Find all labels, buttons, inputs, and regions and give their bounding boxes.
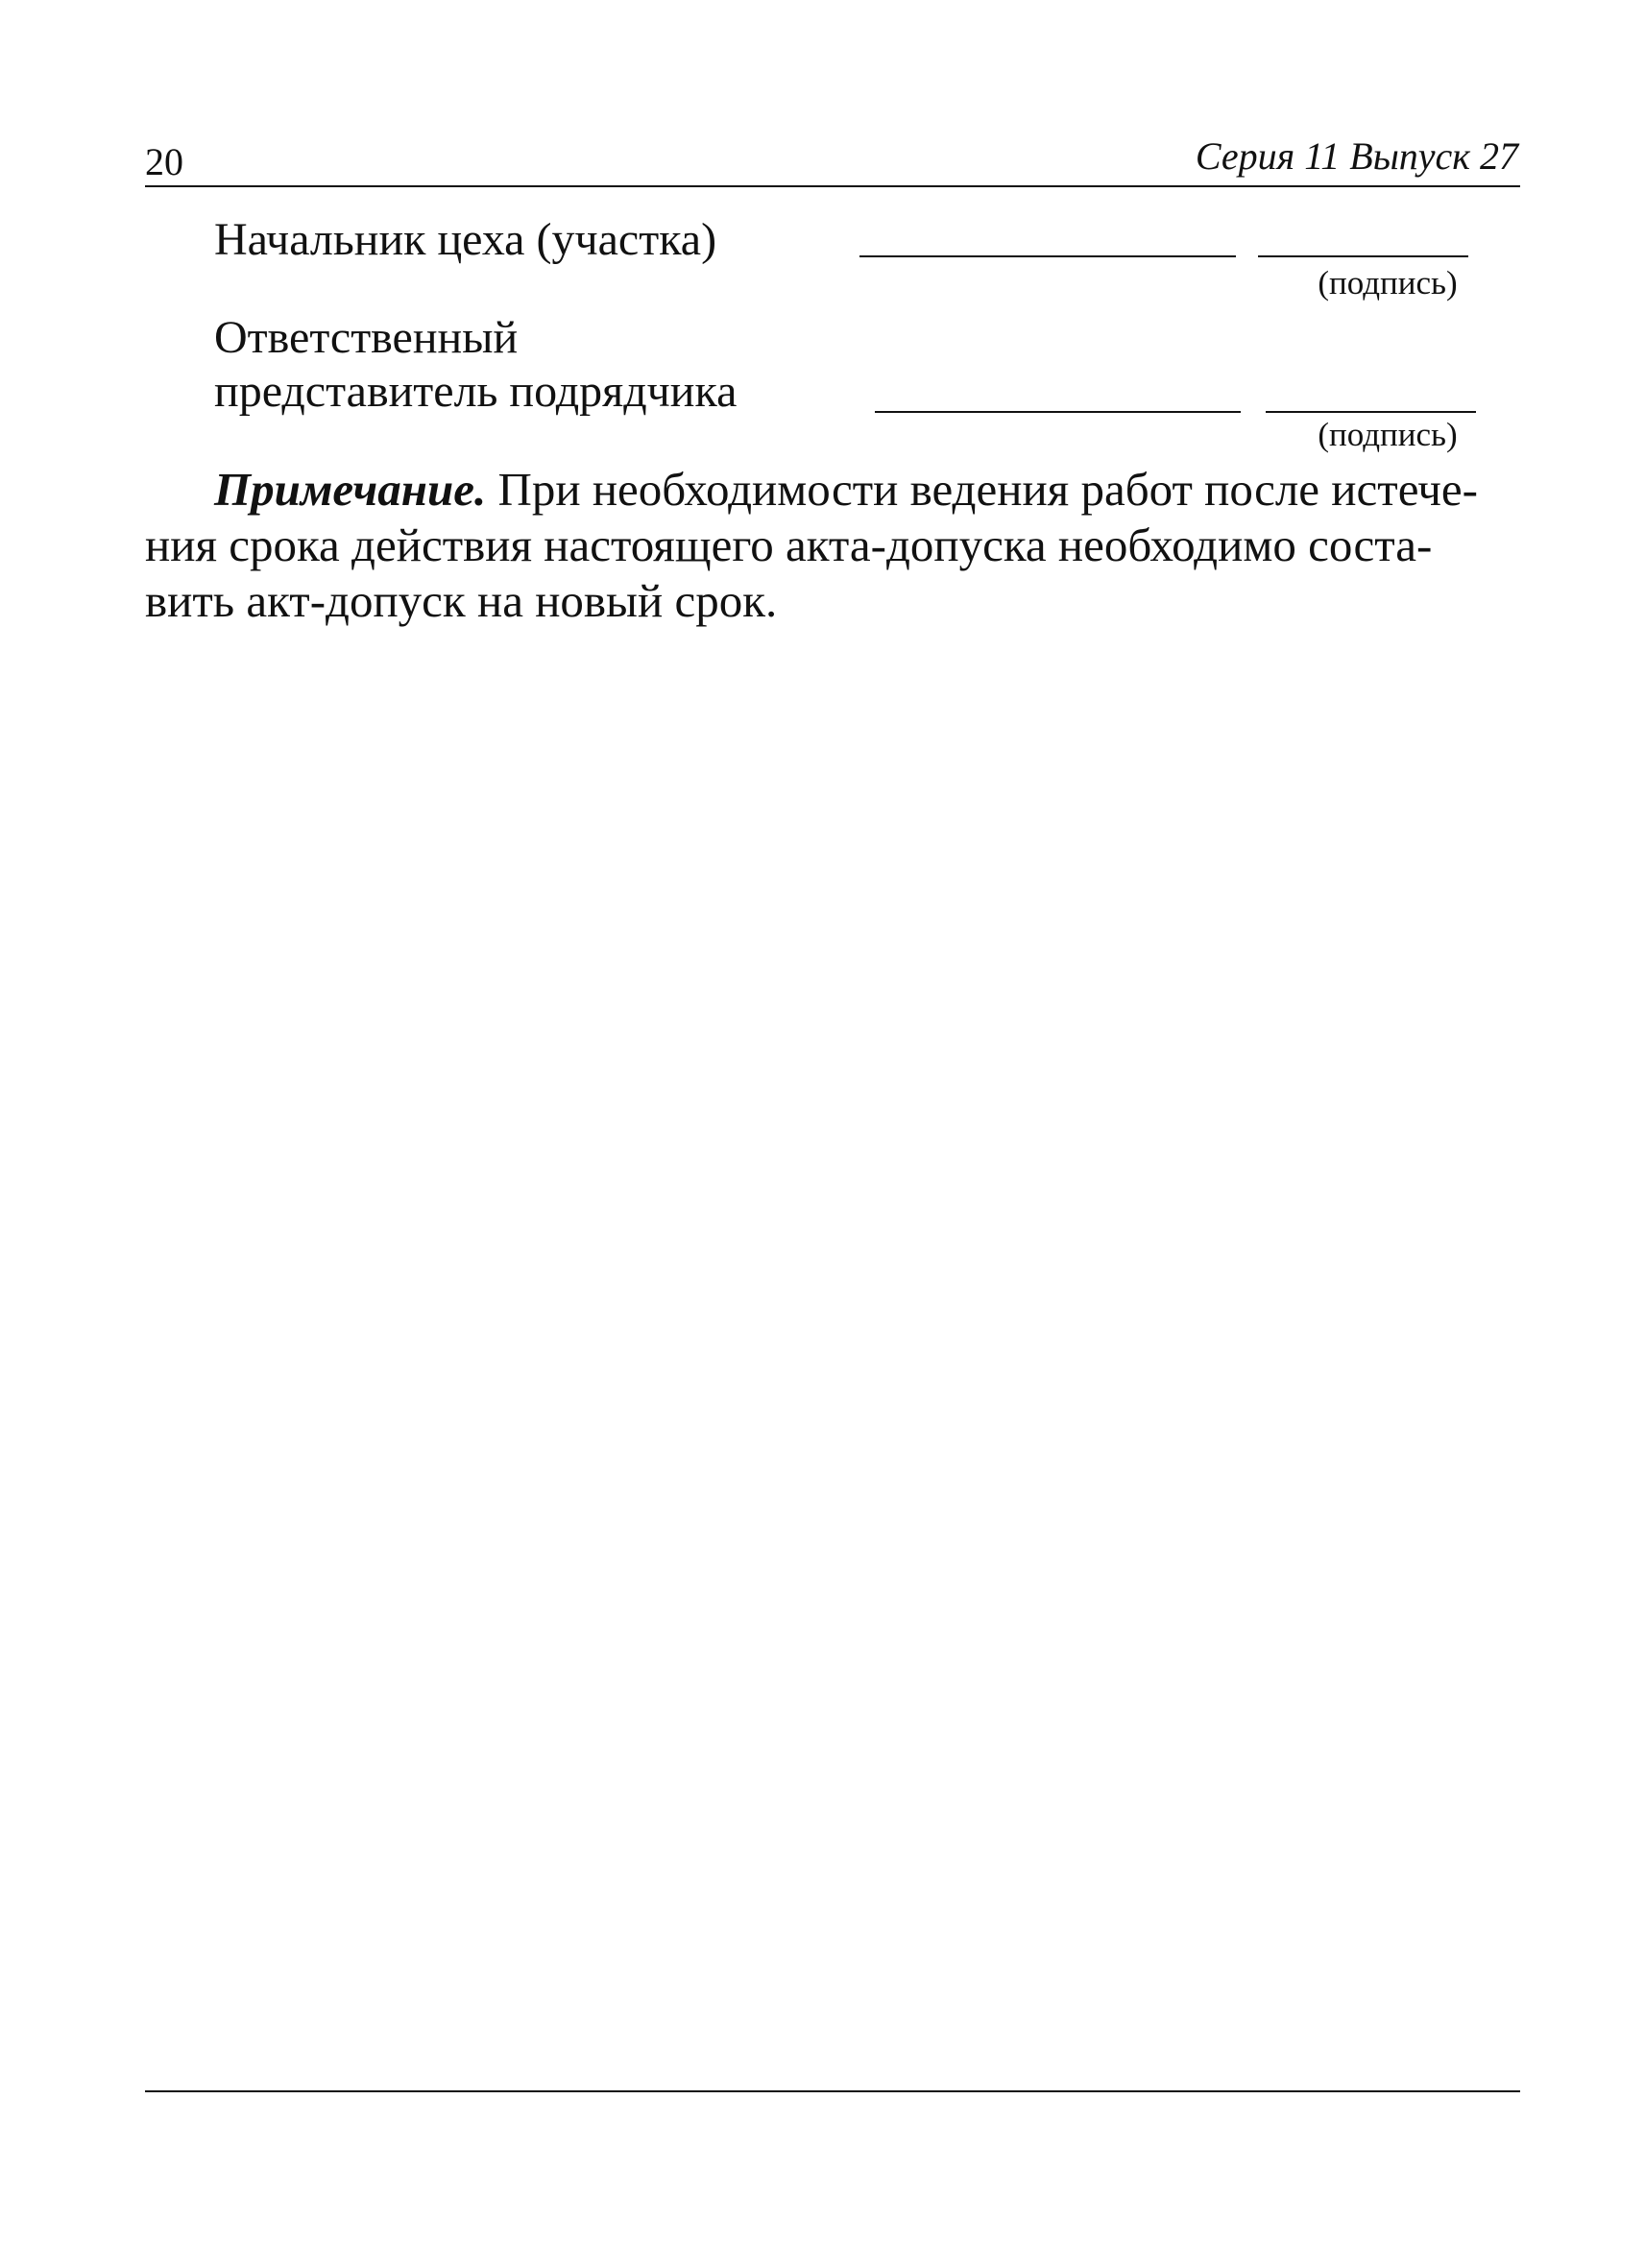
note-text: При необходимости ведения работ после истече- [486,463,1478,516]
name-line-shop-head [859,255,1236,257]
note-lead: Примечание. [214,463,487,516]
signature-line-shop-head [1258,255,1468,257]
header-rule [145,185,1520,187]
signer-label-contractor-representative [214,311,737,419]
note-line: вить акт-допуск на новый срок. [145,574,778,627]
signer-label-line: Ответственный [214,312,519,363]
signer-label-line: Начальник цеха (участка) [214,214,717,265]
name-line-contractor [875,411,1241,413]
page-number: 20 [145,140,183,183]
footer-rule [145,2090,1520,2092]
note-line: ния срока действия настоящего акта-допуска необходимо соста- [145,519,1433,571]
signature-caption-shop-head: (подпись) [1318,264,1458,302]
signer-label-shop-head [214,213,716,267]
signature-caption-contractor: (подпись) [1318,416,1458,453]
signer-label-line: представитель подрядчика [214,366,738,417]
note-line [145,462,1520,518]
signature-line-contractor [1266,411,1476,413]
note-paragraph [145,462,1520,629]
running-head: Серия 11 Выпуск 27 [1195,134,1518,178]
